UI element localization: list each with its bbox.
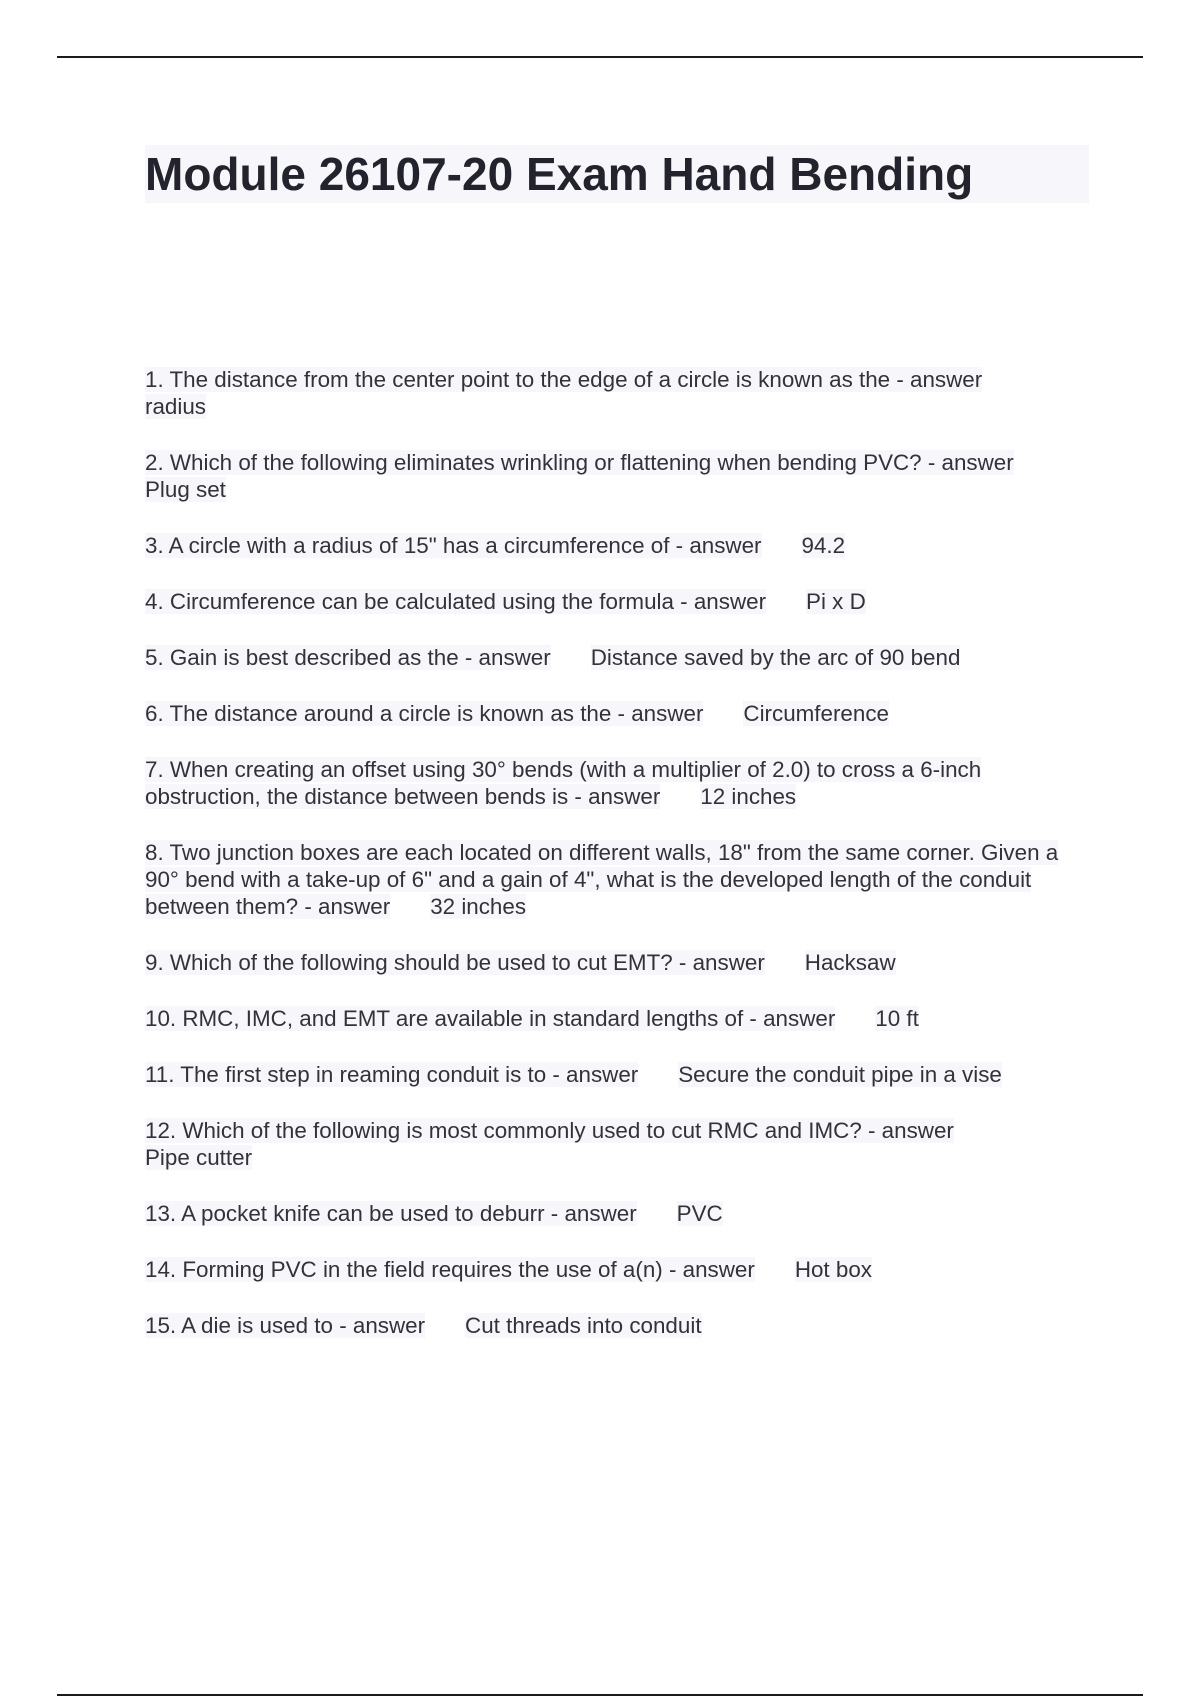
question-text: 11. The first step in reaming conduit is to - answer	[145, 1062, 639, 1087]
answer-text: radius	[145, 394, 206, 419]
question-text: 9. Which of the following should be used to cut EMT? - answer	[145, 950, 765, 975]
answer-text: 32 inches	[430, 894, 527, 919]
question-item	[145, 449, 1095, 503]
question-text: 8. Two junction boxes are each located on different walls, 18" from the same corner. Given a 90° bend with a take-up of 6" and a gain of 4", what is the developed length of the conduit between them? - answer	[145, 840, 1059, 919]
answer-text: Cut threads into conduit	[465, 1313, 702, 1338]
question-item	[145, 532, 1095, 559]
answer-text: 94.2	[801, 533, 846, 558]
question-item	[145, 756, 1095, 810]
question-item	[145, 588, 1095, 615]
answer-text: Distance saved by the arc of 90 bend	[590, 645, 961, 670]
question-item	[145, 1117, 1095, 1171]
answer-text: Secure the conduit pipe in a vise	[678, 1062, 1002, 1087]
answer-text: Hacksaw	[804, 950, 896, 975]
top-rule	[57, 56, 1143, 58]
answer-text: 10 ft	[875, 1006, 919, 1031]
question-text: 2. Which of the following eliminates wrinkling or flattening when bending PVC? - answer	[145, 450, 1014, 475]
question-text: 13. A pocket knife can be used to deburr - answer	[145, 1201, 637, 1226]
answer-text: Hot box	[794, 1257, 872, 1282]
question-item	[145, 1256, 1095, 1283]
question-text: 14. Forming PVC in the field requires the use of a(n) - answer	[145, 1257, 755, 1282]
question-item	[145, 1200, 1095, 1227]
answer-text: Circumference	[743, 701, 889, 726]
question-text: 1. The distance from the center point to the edge of a circle is known as the - answer	[145, 367, 983, 392]
question-text: 10. RMC, IMC, and EMT are available in standard lengths of - answer	[145, 1006, 836, 1031]
question-text: 4. Circumference can be calculated using the formula - answer	[145, 589, 767, 614]
question-list	[145, 366, 1095, 1339]
title-block	[145, 145, 1089, 203]
question-item	[145, 949, 1095, 976]
question-item	[145, 839, 1095, 920]
question-text: 7. When creating an offset using 30° bends (with a multiplier of 2.0) to cross a 6-inch obstruction, the distance between bends is - answer	[145, 757, 982, 809]
question-item	[145, 366, 1095, 420]
answer-text: PVC	[676, 1201, 723, 1226]
answer-text: 12 inches	[700, 784, 797, 809]
question-text: 12. Which of the following is most commonly used to cut RMC and IMC? - answer	[145, 1118, 954, 1143]
question-text: 5. Gain is best described as the - answer	[145, 645, 551, 670]
answer-text: Pipe cutter	[145, 1145, 253, 1170]
question-item	[145, 1312, 1095, 1339]
question-item	[145, 1005, 1095, 1032]
document-title: Module 26107-20 Exam Hand Bending	[145, 148, 974, 200]
answer-text: Plug set	[145, 477, 226, 502]
question-text: 15. A die is used to - answer	[145, 1313, 426, 1338]
bottom-rule	[57, 1694, 1143, 1696]
question-item	[145, 1061, 1095, 1088]
question-text: 3. A circle with a radius of 15" has a circumference of - answer	[145, 533, 762, 558]
question-item	[145, 700, 1095, 727]
answer-text: Pi x D	[806, 589, 866, 614]
question-text: 6. The distance around a circle is known as the - answer	[145, 701, 704, 726]
question-item	[145, 644, 1095, 671]
